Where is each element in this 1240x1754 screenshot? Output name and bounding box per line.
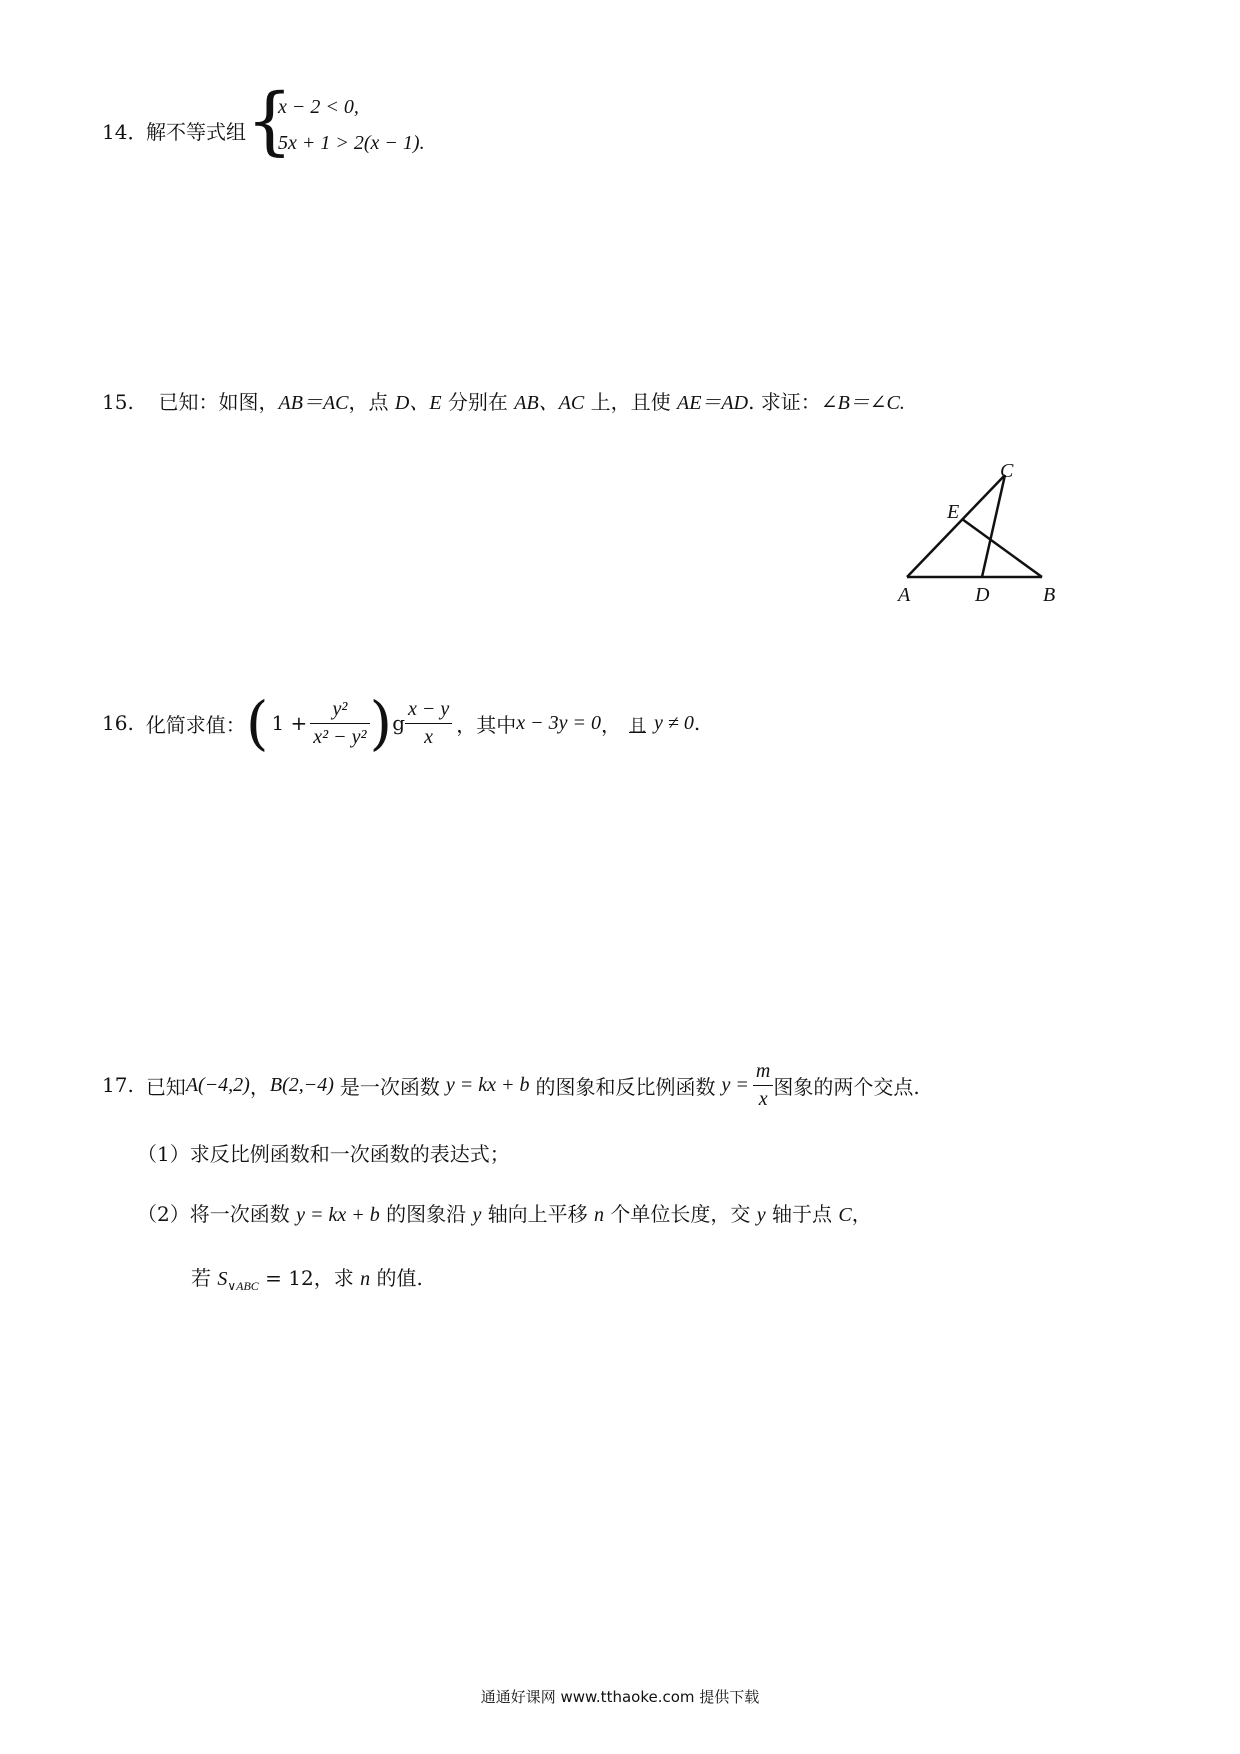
problem-17-part-1: （1）求反比例函数和一次函数的表达式； (137, 1142, 510, 1166)
left-brace-icon: { (246, 78, 294, 164)
problem-17-mid1: 是一次函数 (339, 1074, 440, 1099)
condition-2: y ≠ 0 (654, 711, 694, 734)
condition-lead: ，其中 (456, 712, 517, 737)
label-A: A (898, 584, 911, 606)
part-2-f: ， (851, 1202, 872, 1226)
problem-14-number: 14． (102, 120, 148, 144)
right-paren-icon: ) (369, 689, 393, 757)
part-2-C: C (838, 1204, 852, 1226)
part-2-e: 轴于点 (772, 1202, 833, 1226)
problem-15-eq1: AB＝AC (278, 392, 349, 414)
problem-16-lead: 化简求值： (145, 712, 246, 737)
problem-15-text-d: 上，且使 (584, 390, 677, 414)
problem-15-claim: ∠B＝∠C. (820, 392, 905, 414)
problem-17-part-2 (137, 1198, 872, 1227)
point-B: B(2,−4) (269, 1073, 334, 1096)
segment-AC (907, 475, 1005, 577)
label-D: D (975, 584, 990, 606)
part-2-d: 个单位长度，交 (610, 1202, 751, 1226)
part-2-b: 的图象沿 (386, 1202, 467, 1226)
problem-15-text-b: ，点 (348, 390, 395, 414)
label-C: C (1000, 460, 1014, 482)
part-3-c: 的值. (376, 1266, 423, 1290)
page-footer: 通通好课网 www.tthaoke.com 提供下载 (480, 1688, 760, 1706)
fraction-1 (310, 698, 369, 749)
part-2-c: 轴向上平移 (487, 1202, 588, 1226)
problem-15-eq2: AE＝AD (677, 392, 749, 414)
inverse-numerator: m (753, 1060, 773, 1086)
part-2-y: y (472, 1204, 482, 1226)
condition-and: 且 (629, 715, 646, 736)
label-E: E (947, 501, 960, 523)
part-3-a: 若 (191, 1266, 211, 1290)
problem-17-lead: 已知 (145, 1074, 186, 1099)
problem-17-part-3 (191, 1262, 423, 1294)
fraction-2-numerator: x − y (405, 698, 452, 724)
part-2-linear: y = kx + b (296, 1204, 380, 1226)
linear-function: y = kx + b (445, 1073, 530, 1096)
problem-16-end: . (693, 711, 701, 735)
part-3-n: n (360, 1268, 371, 1290)
inequality-1: x − 2 < 0, (278, 96, 359, 118)
fraction-2 (405, 698, 452, 749)
fraction-2-denominator: x (424, 725, 434, 748)
part-3-b: ，求 (313, 1266, 354, 1290)
segment-CD (982, 475, 1005, 577)
problem-15-text-a: 已知：如图， (158, 390, 279, 414)
area-subscript: ∨ABC (227, 1279, 259, 1293)
problem-15 (102, 386, 905, 415)
inverse-denominator: x (758, 1087, 768, 1110)
one-plus: 1 + (271, 711, 308, 735)
problem-15-points: D、E (394, 392, 442, 414)
left-paren-icon: ( (245, 689, 269, 757)
triangle-figure (890, 460, 1070, 610)
g-symbol: g (392, 711, 405, 735)
part-2-n: n (594, 1204, 605, 1226)
problem-15-number: 15. (102, 390, 134, 414)
problem-17-tail: 图象的两个交点. (773, 1074, 920, 1099)
point-separator: ， (249, 1074, 270, 1099)
condition-comma: ， (601, 712, 621, 737)
problem-15-segments: AB、AC (514, 392, 585, 414)
point-A: A(−4,2) (185, 1073, 250, 1096)
problem-14-lead: 解不等式组 (146, 120, 246, 144)
label-B: B (1043, 584, 1056, 606)
fraction-1-numerator: y² (310, 698, 369, 724)
problem-17-mid2: 的图象和反比例函数 (535, 1074, 716, 1099)
part-2-y2: y (756, 1204, 766, 1226)
area-symbol: S (217, 1268, 228, 1290)
inverse-function-lhs: y = (721, 1073, 749, 1096)
inverse-fraction (753, 1060, 773, 1111)
problem-16-number: 16. (102, 711, 134, 735)
problem-15-text-e: . 求证： (748, 390, 821, 414)
inequality-2: 5x + 1 > 2(x − 1). (278, 132, 425, 154)
area-equation: = 12 (265, 1266, 314, 1290)
problem-17-number: 17. (102, 1073, 134, 1097)
problem-17 (102, 1055, 920, 1115)
condition-1: x − 3y = 0 (516, 711, 601, 734)
problem-16 (102, 683, 700, 763)
fraction-1-denominator: x² − y² (313, 725, 367, 748)
segment-EB (962, 519, 1042, 577)
part-2-a: （2）将一次函数 (137, 1202, 290, 1226)
problem-15-text-c: 分别在 (441, 390, 515, 414)
